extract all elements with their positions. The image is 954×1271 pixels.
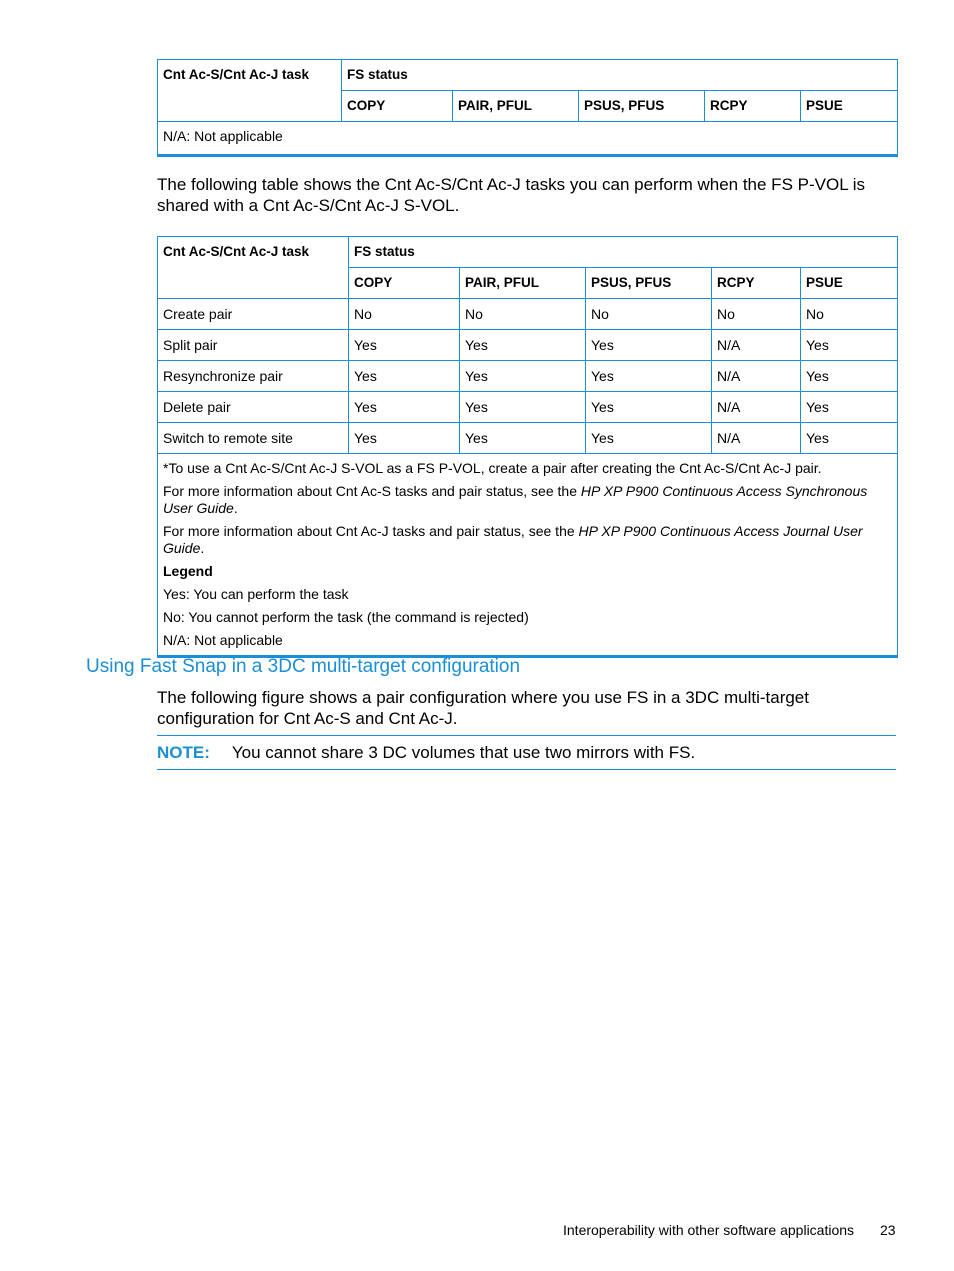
task-cell: Resynchronize pair [158,361,349,392]
task-cell: Switch to remote site [158,423,349,454]
table-row [158,330,898,361]
footer-page-number: 23 [880,1222,896,1238]
table1-header-task: Cnt Ac-S/Cnt Ac-J task [158,60,342,122]
table2-subheader: COPY [349,268,460,299]
note-text: You cannot share 3 DC volumes that use two mirrors with FS. [231,743,696,762]
table1-subheader: PAIR, PFUL [453,91,579,122]
footnote-acj-text: For more information about Cnt Ac-J tasks and pair status, see the [163,523,579,539]
status-cell: No [801,299,898,330]
status-cell: N/A [712,423,801,454]
footnote-acj [163,523,892,557]
status-cell: Yes [801,423,898,454]
table-row [158,299,898,330]
table-row [158,423,898,454]
acs-guide-title: HP XP P900 Continuous Access Synchronous User Guide [163,483,868,516]
status-cell: No [460,299,586,330]
table2-header-task: Cnt Ac-S/Cnt Ac-J task [158,237,349,299]
status-cell: Yes [801,392,898,423]
footnote-acj-suffix: . [200,540,205,556]
table-2 [157,236,898,658]
status-cell: Yes [586,392,712,423]
note-box [157,735,896,770]
table1-header-fs-status: FS status [342,60,898,91]
status-cell: Yes [349,423,460,454]
note-label: NOTE: [157,743,210,762]
status-cell: Yes [586,361,712,392]
table2-notes [158,454,898,657]
status-cell: No [349,299,460,330]
status-cell: No [712,299,801,330]
table1-subheader: COPY [342,91,453,122]
table1-subheader: PSUE [801,91,898,122]
footnote-star: *To use a Cnt Ac-S/Cnt Ac-J S-VOL as a FS P-VOL, create a pair after creating the Cnt Ac-S/Cnt Ac-J pair. [163,460,822,476]
legend-na: N/A: Not applicable [163,632,283,648]
intro-paragraph: The following table shows the Cnt Ac-S/Cnt Ac-J tasks you can perform when the FS P-VOL is shared with a Cnt Ac-S/Cnt Ac-J S-VOL. [157,175,866,215]
footer-chapter: Interoperability with other software applications [563,1222,855,1238]
acj-guide-title: HP XP P900 Continuous Access Journal User Guide [163,523,863,556]
footnote-acs-suffix: . [233,500,238,516]
task-cell: Create pair [158,299,349,330]
status-cell: Yes [460,361,586,392]
table2-header-fs-status: FS status [349,237,898,268]
figure-paragraph: The following figure shows a pair configuration where you use FS in a 3DC multi-target configuration for Cnt Ac-S and Cnt Ac-J. [157,688,809,728]
status-cell: Yes [460,423,586,454]
table-row [158,392,898,423]
legend-title [163,563,892,580]
table1-subheader: RCPY [705,91,801,122]
table-1 [157,59,898,157]
task-cell: Split pair [158,330,349,361]
legend-yes: Yes: You can perform the task [163,586,349,602]
status-cell: Yes [801,361,898,392]
status-cell: Yes [586,330,712,361]
table-row [158,361,898,392]
section-heading: Using Fast Snap in a 3DC multi-target configuration [86,656,521,677]
footnote-acs-text: For more information about Cnt Ac-S tasks and pair status, see the [163,483,581,499]
status-cell: Yes [460,330,586,361]
footnote-acs [163,483,892,517]
legend-no: No: You cannot perform the task (the command is rejected) [163,609,529,625]
status-cell: N/A [712,361,801,392]
table2-subheader: RCPY [712,268,801,299]
legend-title-text: Legend [163,563,213,579]
status-cell: Yes [586,423,712,454]
status-cell: N/A [712,330,801,361]
table1-footnote: N/A: Not applicable [158,122,898,156]
status-cell: N/A [712,392,801,423]
table2-subheader: PAIR, PFUL [460,268,586,299]
table1-subheader: PSUS, PFUS [579,91,705,122]
task-cell: Delete pair [158,392,349,423]
status-cell: Yes [349,392,460,423]
table2-subheader: PSUE [801,268,898,299]
status-cell: Yes [460,392,586,423]
status-cell: No [586,299,712,330]
status-cell: Yes [801,330,898,361]
table2-subheader: PSUS, PFUS [586,268,712,299]
status-cell: Yes [349,361,460,392]
status-cell: Yes [349,330,460,361]
